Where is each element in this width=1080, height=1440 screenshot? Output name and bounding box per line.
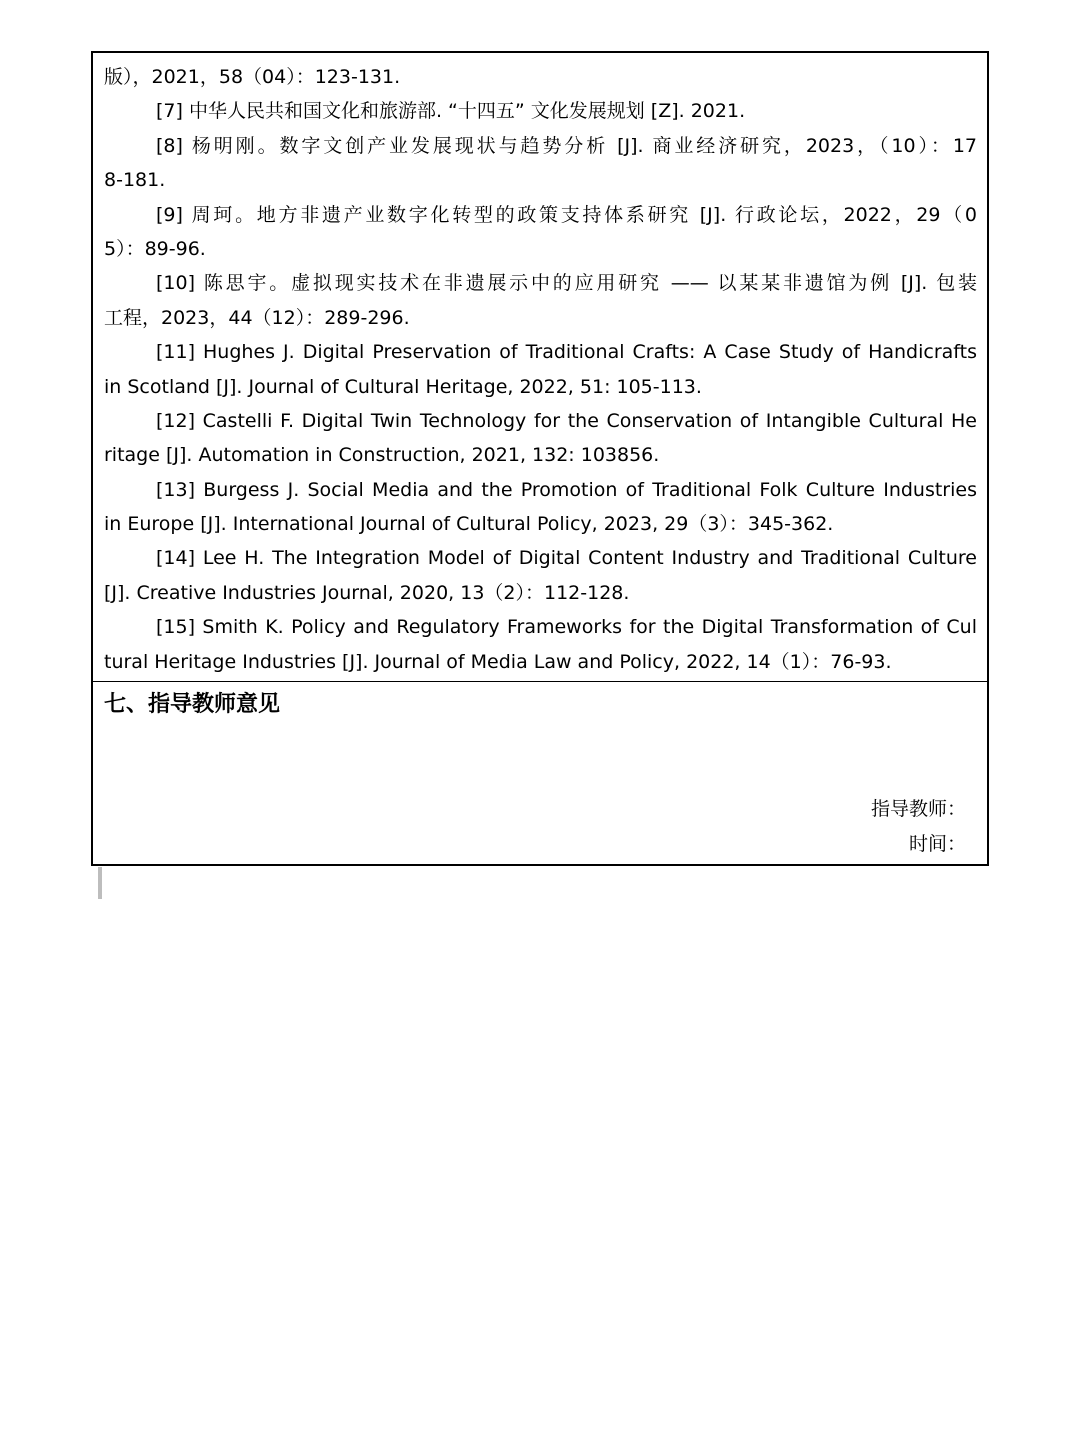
reference-line: [J]. Creative Industries Journal, 2020, 13（2）：112-128. <box>104 581 630 604</box>
reference-line: tural Heritage Industries [J]. Journal of Media Law and Policy, 2022, 14（1）：76-93. <box>104 650 892 673</box>
reference-line: in Europe [J]. International Journal of Cultural Policy, 2023, 29（3）：345-362. <box>104 513 834 536</box>
reference-line: [12] Castelli F. Digital Twin Technology for the Conservation of Intangible Cultural He <box>156 409 977 432</box>
reference-line: [14] Lee H. The Integration Model of Digital Content Industry and Traditional Culture <box>156 547 977 570</box>
reference-line: 版），2021，58（04）：123-131. <box>104 66 401 88</box>
references-section <box>93 53 987 682</box>
reference-line: [7] 中华人民共和国文化和旅游部. “十四五” 文化发展规划 [Z]. 2021. <box>156 100 746 123</box>
reference-line: [13] Burgess J. Social Media and the Promotion of Traditional Folk Culture Industries <box>156 478 977 501</box>
signature-date-label: 时间： <box>908 833 966 855</box>
reference-line: [10] 陈思宇。虚拟现实技术在非遗展示中的应用研究 —— 以某某非遗馆为例 [J]. 包装 <box>156 272 977 295</box>
form-table <box>91 51 989 866</box>
reference-line: 5）：89-96. <box>104 237 206 260</box>
reference-line: 工程，2023，44（12）：289-296. <box>104 306 410 329</box>
reference-line: [11] Hughes J. Digital Preservation of Traditional Crafts: A Case Study of Handicrafts <box>156 341 977 364</box>
advisor-signature-label: 指导教师： <box>870 798 966 820</box>
reference-line: ritage [J]. Automation in Construction, 2021, 132: 103856. <box>104 444 660 467</box>
reference-line: [8] 杨明刚。数字文创产业发展现状与趋势分析 [J]. 商业经济研究，2023，（10）：17 <box>156 134 977 157</box>
advisor-opinion-section[interactable] <box>93 682 987 864</box>
text-cursor-marker <box>98 867 102 899</box>
reference-line: [15] Smith K. Policy and Regulatory Frameworks for the Digital Transformation of Cul <box>156 616 977 639</box>
advisor-opinion-heading: 七、指导教师意见 <box>104 692 281 717</box>
reference-line: [9] 周珂。地方非遗产业数字化转型的政策支持体系研究 [J]. 行政论坛，2022，29（0 <box>156 203 977 226</box>
reference-line: 8-181. <box>104 169 166 192</box>
reference-line: in Scotland [J]. Journal of Cultural Heritage, 2022, 51: 105-113. <box>104 375 702 398</box>
